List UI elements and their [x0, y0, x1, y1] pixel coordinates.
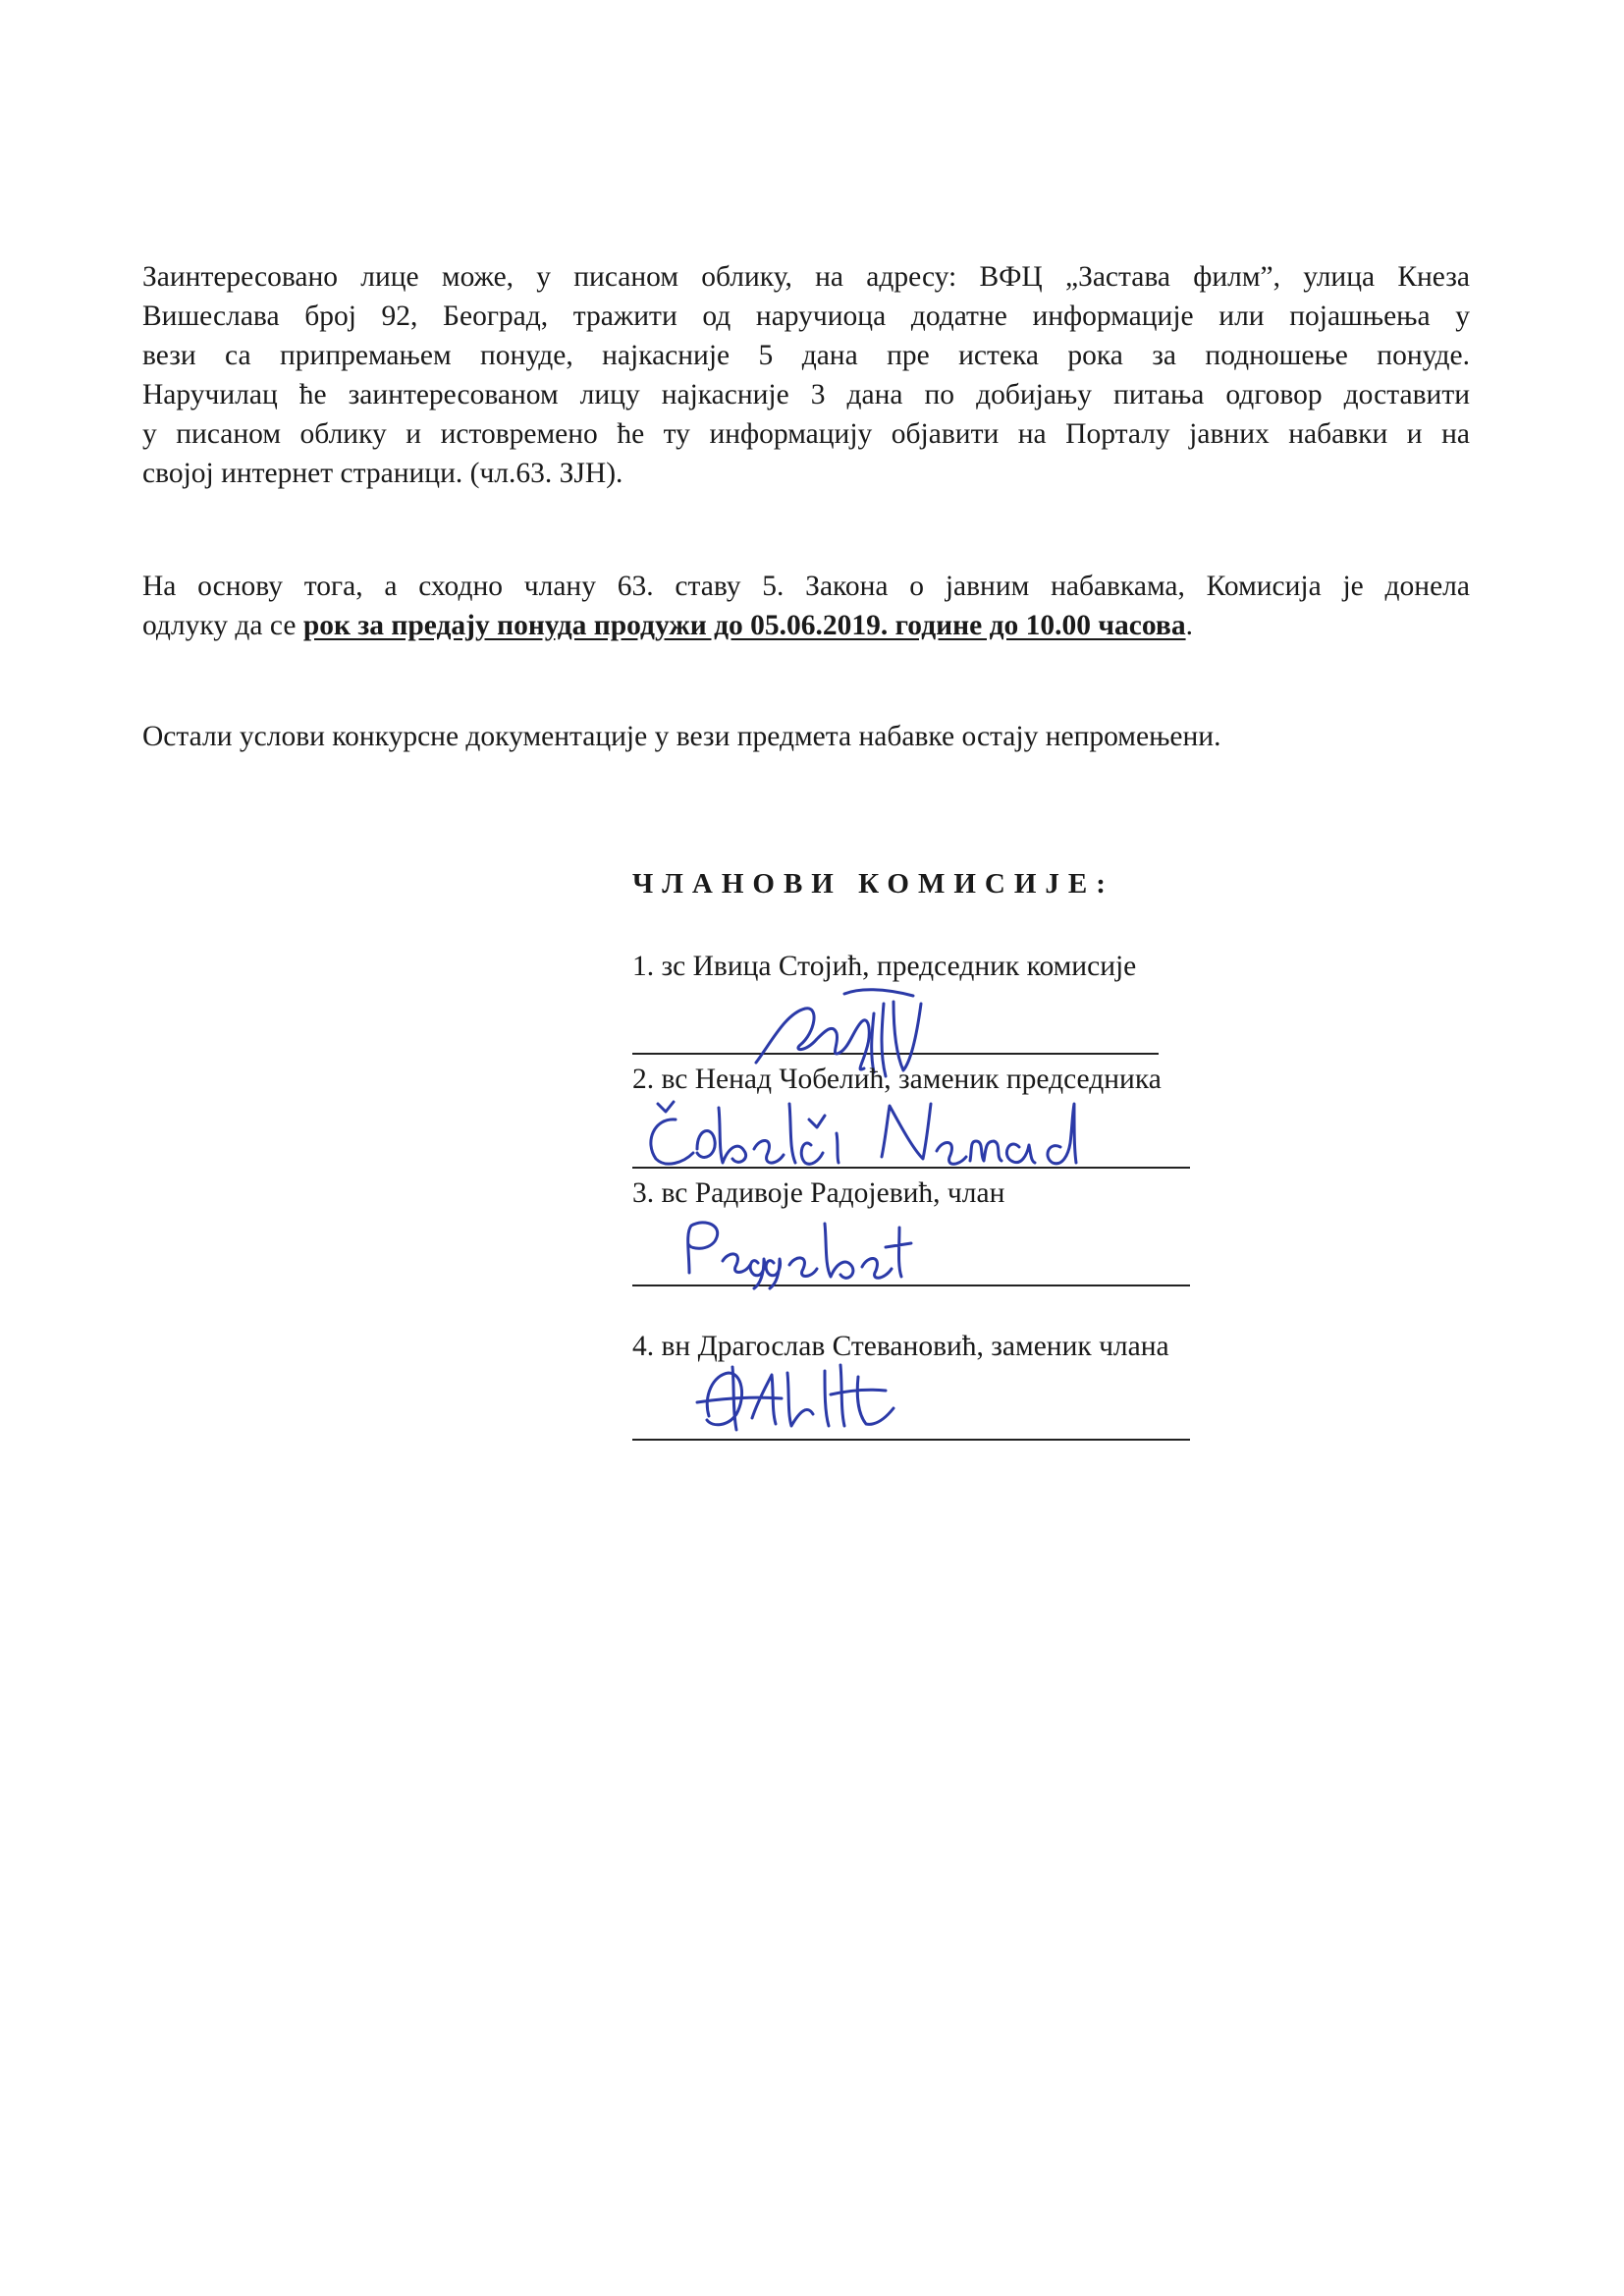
paragraph-line: у писаном облику и истовремено ће ту информацију објавити на Порталу јавних набавки и на	[142, 418, 1470, 450]
paragraph-decision	[142, 567, 1470, 645]
signature-line-3	[632, 1285, 1190, 1286]
signature-line-2	[632, 1167, 1190, 1169]
signature-line-1	[632, 1053, 1159, 1055]
paragraph-line: Вишеслава број 92, Београд, тражити од наручиоца додатне информације или појашњења у	[142, 301, 1470, 332]
signature-4	[693, 1357, 909, 1446]
paragraph-line: својој интернет страници. (чл.63. ЗЈН).	[142, 458, 623, 489]
decision-suffix: .	[1185, 610, 1193, 641]
signature-2	[636, 1098, 1098, 1176]
committee-member-2: 2. вс Ненад Чобелић, заменик председника	[632, 1064, 1162, 1095]
paragraph-line	[142, 606, 1470, 645]
decision-prefix: одлуку да се	[142, 610, 303, 641]
paragraph-inquiry-info	[142, 257, 1470, 493]
paragraph-other-conditions	[142, 717, 1470, 756]
paragraph-line: Остали услови конкурсне документације у вези предмета набавке остају непромењени.	[142, 721, 1221, 752]
signature-line-4	[632, 1439, 1190, 1441]
deadline-extension-text: рок за предају понуда продужи до 05.06.2019. године до 10.00 часова	[302, 610, 1186, 641]
paragraph-line: вези са припремањем понуде, најкасније 5 дана пре истека рока за подношење понуде.	[142, 340, 1470, 371]
signature-3	[668, 1214, 913, 1292]
committee-member-1: 1. зс Ивица Стојић, председник комисије	[632, 951, 1137, 982]
committee-member-4: 4. вн Драгослав Стевановић, заменик члана	[632, 1331, 1169, 1362]
paragraph-line: Наручилац ће заинтересованом лицу најкасније 3 дана по добијању питања одговор доставити	[142, 379, 1470, 410]
committee-heading: ЧЛАНОВИ КОМИСИЈЕ:	[632, 868, 1114, 900]
paragraph-line: На основу тога, а сходно члану 63. ставу 5. Закона о јавним набавкама, Комисија је донела	[142, 571, 1470, 602]
paragraph-line: Заинтересовано лице може, у писаном облику, на адресу: ВФЦ „Застава филм”, улица Кнеза	[142, 261, 1470, 293]
committee-member-3: 3. вс Радивоје Радојевић, члан	[632, 1177, 1005, 1209]
